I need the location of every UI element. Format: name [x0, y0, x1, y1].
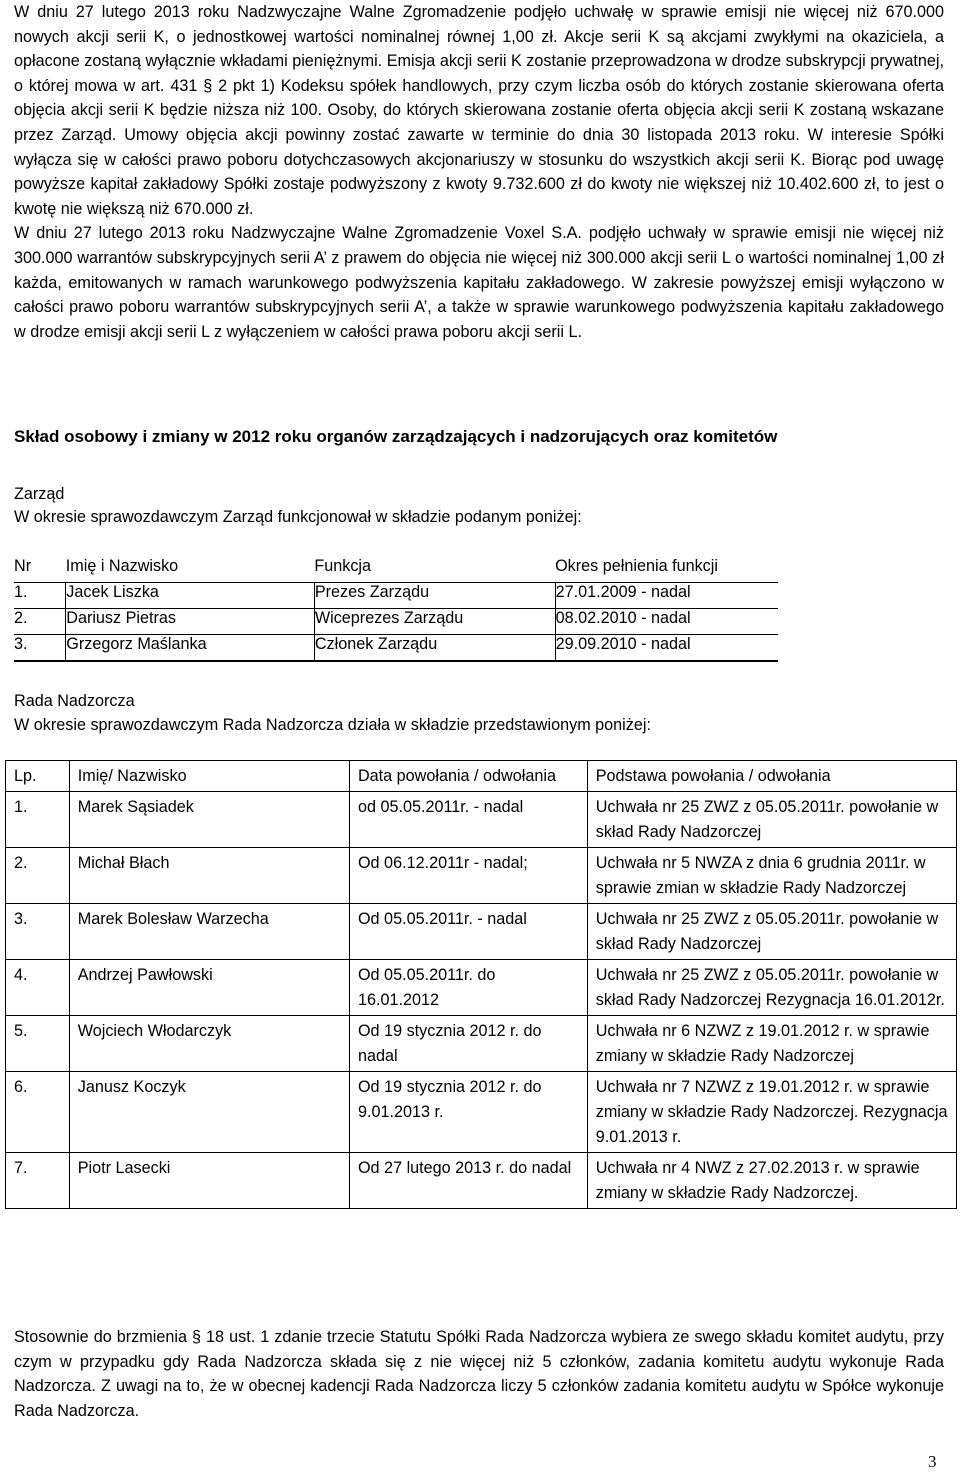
- cell-lp: 1.: [6, 792, 70, 848]
- table-row: [6, 792, 957, 848]
- cell-dates: Od 19 stycznia 2012 r. do 9.01.2013 r.: [349, 1072, 587, 1153]
- intro-paragraph-k-shares: W dniu 27 lutego 2013 roku Nadzwyczajne Walne Zgromadzenie podjęło uchwałę w sprawie emisji nie więcej niż 670.000 nowych akcji serii K, o jednostkowej wartości nominalnej równej 1,00 zł. Akcje serii K są akcjami zwykłymi na okaziciela, a opłacone zostaną wyłącznie wkładami pieniężnymi. Emisja akcji serii K zostanie przeprowadzona w drodze subskrypcji prywatnej, o której mowa w art. 431 § 2 pkt 1) Kodeksu spółek handlowych, przy czym liczba osób do których zostanie skierowana oferta objęcia akcji serii K będzie niższa niż 100. Osoby, do których skierowana zostanie oferta objęcia akcji serii K zostaną wskazane przez Zarząd. Umowy objęcia akcji powinny zostać zawarte w terminie do dnia 30 listopada 2013 roku. W interesie Spółki wyłącza się w całości prawo poboru dotychczasowych akcjonariuszy w stosunku do wszystkich akcji serii K. Biorąc pod uwagę powyższe kapitał zakładowy Spółki zostaje podwyższony z kwoty 9.732.600 zł do kwoty nie większej niż 10.402.600 zł, to jest o kwotę nie większą niż 670.000 zł.: [14, 3, 944, 218]
- closing-paragraph: Stosownie do brzmienia § 18 ust. 1 zdanie trzecie Statutu Spółki Rada Nadzorcza wybiera ze swego składu komitet audytu, przy czym w przypadku gdy Rada Nadzorcza składa się z nie więcej niż 5 członków, zadania komitetu audytu wykonuje Rada Nadzorcza. Z uwagi na to, że w obecnej kadencji Rada Nadzorcza liczy 5 członków zadania komitetu audytu w Spółce wykonuje Rada Nadzorcza.: [14, 1328, 944, 1420]
- cell-lp: 6.: [6, 1072, 70, 1153]
- header-lp: Lp.: [6, 761, 70, 792]
- cell-lp: 5.: [6, 1016, 70, 1072]
- cell-name: Michał Błach: [69, 848, 349, 904]
- cell-lp: 2.: [6, 848, 70, 904]
- cell-basis: Uchwała nr 5 NWZA z dnia 6 grudnia 2011r. w sprawie zmian w składzie Rady Nadzorczej: [587, 848, 956, 904]
- table-row: [6, 848, 957, 904]
- supervisory-board-table: [5, 760, 957, 1209]
- cell-lp: 4.: [6, 960, 70, 1016]
- section-heading: Skład osobowy i zmiany w 2012 roku organów zarządzających i nadzorujących oraz komitetów: [14, 427, 778, 446]
- header-nr: Nr: [14, 557, 66, 583]
- cell-basis: Uchwała nr 25 ZWZ z 05.05.2011r. powołanie w skład Rady Nadzorczej: [587, 904, 956, 960]
- cell-dates: Od 05.05.2011r. do 16.01.2012: [349, 960, 587, 1016]
- cell-period: 27.01.2009 - nadal: [555, 583, 778, 609]
- cell-dates: Od 05.05.2011r. - nadal: [349, 904, 587, 960]
- cell-name: Dariusz Pietras: [66, 609, 315, 635]
- table-row: [14, 609, 778, 635]
- cell-dates: Od 19 stycznia 2012 r. do nadal: [349, 1016, 587, 1072]
- table-row: [6, 1072, 957, 1153]
- header-period: Okres pełnienia funkcji: [555, 557, 778, 583]
- table-row: [6, 960, 957, 1016]
- header-basis: Podstawa powołania / odwołania: [587, 761, 956, 792]
- cell-name: Piotr Lasecki: [69, 1153, 349, 1209]
- cell-name: Wojciech Włodarczyk: [69, 1016, 349, 1072]
- cell-name: Marek Sąsiadek: [69, 792, 349, 848]
- cell-dates: od 05.05.2011r. - nadal: [349, 792, 587, 848]
- cell-nr: 3.: [14, 635, 66, 662]
- cell-basis: Uchwała nr 25 ZWZ z 05.05.2011r. powołanie w skład Rady Nadzorczej: [587, 792, 956, 848]
- header-function: Funkcja: [314, 557, 555, 583]
- cell-lp: 3.: [6, 904, 70, 960]
- table-header-row: [14, 557, 778, 583]
- table-header-row: [6, 761, 957, 792]
- intro-section: [14, 0, 944, 344]
- cell-function: Członek Zarządu: [314, 635, 555, 662]
- cell-period: 08.02.2010 - nadal: [555, 609, 778, 635]
- cell-dates: Od 06.12.2011r - nadal;: [349, 848, 587, 904]
- header-name: Imię i Nazwisko: [66, 557, 315, 583]
- management-board-title: Zarząd: [14, 485, 65, 503]
- table-row: [14, 635, 778, 662]
- table-row: [6, 904, 957, 960]
- supervisory-board-title: Rada Nadzorcza: [14, 692, 135, 710]
- header-dates: Data powołania / odwołania: [349, 761, 587, 792]
- cell-basis: Uchwała nr 7 NZWZ z 19.01.2012 r. w sprawie zmiany w składzie Rady Nadzorczej. Rezygnacja 9.01.2013 r.: [587, 1072, 956, 1153]
- cell-dates: Od 27 lutego 2013 r. do nadal: [349, 1153, 587, 1209]
- management-board-description: W okresie sprawozdawczym Zarząd funkcjonował w składzie podanym poniżej:: [14, 508, 582, 526]
- cell-nr: 1.: [14, 583, 66, 609]
- table-row: [6, 1153, 957, 1209]
- cell-name: Grzegorz Maślanka: [66, 635, 315, 662]
- cell-basis: Uchwała nr 4 NWZ z 27.02.2013 r. w sprawie zmiany w składzie Rady Nadzorczej.: [587, 1153, 956, 1209]
- cell-function: Prezes Zarządu: [314, 583, 555, 609]
- cell-basis: Uchwała nr 25 ZWZ z 05.05.2011r. powołanie w skład Rady Nadzorczej Rezygnacja 16.01.2012r.: [587, 960, 956, 1016]
- cell-name: Janusz Koczyk: [69, 1072, 349, 1153]
- cell-period: 29.09.2010 - nadal: [555, 635, 778, 662]
- supervisory-board-description: W okresie sprawozdawczym Rada Nadzorcza działa w składzie przedstawionym poniżej:: [14, 716, 651, 734]
- cell-nr: 2.: [14, 609, 66, 635]
- management-board-table: [14, 557, 778, 662]
- page-number: 3: [928, 1452, 937, 1471]
- cell-function: Wiceprezes Zarządu: [314, 609, 555, 635]
- table-row: [6, 1016, 957, 1072]
- intro-paragraph-warrants: W dniu 27 lutego 2013 roku Nadzwyczajne Walne Zgromadzenie Voxel S.A. podjęło uchwały w sprawie emisji nie więcej niż 300.000 warrantów subskrypcyjnych serii A’ z prawem do objęcia nie więcej niż 300.000 akcji serii L o wartości nominalnej 1,00 zł każda, emitowanych w ramach warunkowego podwyższenia kapitału zakładowego. W zakresie powyższej emisji wyłączono w całości prawo poboru warrantów subskrypcyjnych serii A’, a także w sprawie warunkowego podwyższenia kapitału zakładowego w drodze emisji akcji serii L z wyłączeniem w całości prawa poboru akcji serii L.: [14, 224, 944, 341]
- cell-lp: 7.: [6, 1153, 70, 1209]
- cell-name: Marek Bolesław Warzecha: [69, 904, 349, 960]
- cell-name: Jacek Liszka: [66, 583, 315, 609]
- header-name: Imię/ Nazwisko: [69, 761, 349, 792]
- table-row: [14, 583, 778, 609]
- cell-basis: Uchwała nr 6 NZWZ z 19.01.2012 r. w sprawie zmiany w składzie Rady Nadzorczej: [587, 1016, 956, 1072]
- cell-name: Andrzej Pawłowski: [69, 960, 349, 1016]
